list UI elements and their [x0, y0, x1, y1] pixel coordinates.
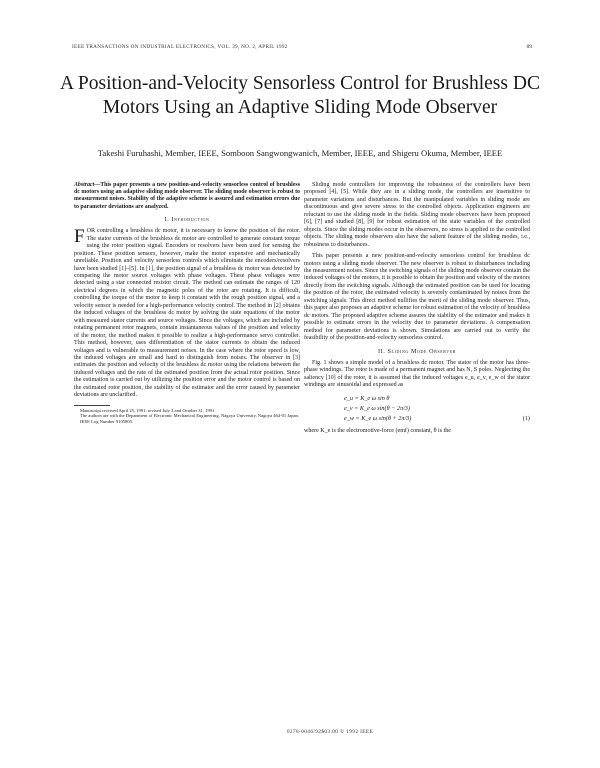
equation-number: (1) — [522, 414, 530, 422]
drop-cap: F — [74, 226, 85, 248]
equation-row — [304, 404, 530, 414]
equation-expression: e_w = K_e ω sin(θ + 2π/3) — [344, 414, 412, 422]
footnote-log-number: IEEE Log Number 9105805. — [80, 418, 134, 424]
author-list: Takeshi Furuhashi, Member, IEEE, Somboon Sangwongwanich, Member, IEEE, and Shigeru Okuma, Member, IEEE — [97, 148, 503, 158]
left-column — [74, 182, 300, 424]
section-heading-sliding-mode-observer: II. Sliding Mode Observer — [377, 348, 457, 355]
equation-row — [304, 414, 530, 424]
abstract-text: This paper presents a new position-and-velocity sensorless control of brushless dc motors using an adaptive sliding mode observer. The sliding mode observer is robust to measurement noises. Stability of the adaptive scheme is assured and estimation errors due to parameter deviations are analyzed. — [74, 182, 300, 210]
observer-paragraph-2: where K_e is the electromotive-force (emf) constant, θ is the — [304, 427, 451, 434]
intro-paragraph-1-text: OR controlling a brushless dc motor, it is necessary to know the position of the rotor. The stator currents of the brushless dc motor are controlled to generate constant torque using the rotor position signal. Encoders or resolvers have been used for sensing the position. These position sensors, however, make the motor expensive and mechanically unreliable. Position and velocity sensorless controls which eliminate the encoders/resolvers have been studied [1]–[5]. In [1], the position signal of a brushless dc motor was detected by comparing the motor source voltages with phase voltages. These phase voltages were detected using a star connected resistor circuit. The method can estimate the ranges of 120 electrical degrees in which the magnetic poles of the rotor are rotating. It is difficult, controlling the torque of the motor to keep it constant with the rough position signal, and a velocity sensor is needed for a high-performance velocity control. The method in [2] obtains the induced voltages of the brushless dc motor by solving the state equations of the motor with measured stator currents and source voltages. Since the voltages, which are included by rotating permanent rotor magnets, contain instantaneous values of the position and velocity of the motor, the method makes it possible to realize a high-performance servo controller. This method, however, uses differentiation of the stator currents to obtain the induced voltages and is vulnerable to measurement noises. In the case where the rotor speed is low, the induced voltages are small and hard to distinguish from noises. The observer in [3] estimates the position and velocity of the brushless dc motor using the relations between the induced voltages and the rate of the estimated position from the actual rotor position. Since the estimation is carried out by utilizing the position error and the motor control is based on the estimated rotor position, the stability of the estimator and the error caused by parameter deviations are unclarified. — [74, 228, 300, 399]
right-column — [304, 182, 530, 435]
intro-paragraph-2: Sliding mode controllers for improving the robustness of the controllers have been proposed [4], [5]. While they are in a sliding mode, the controllers are insensitive to parameter variations and disturbances. But the manipulated variables in sliding mode are discontinuous and give severe stress to the controlled objects. Application engineers are reluctant to use the sliding mode in the fields. Sliding mode observers have been proposed [6], [7] and studied [8], [9] for robust estimation of the state variables of the controlled objects. Since the sliding modes occur in the observers, no stress is applied to the controlled objects. The sliding mode observers also have the salient feature of the sliding modes, i.e., robustness to disturbances. — [304, 182, 530, 248]
footnote-received: Manuscript received April 25, 1991; revised July 3 and October 31, 1991. — [80, 407, 216, 413]
paper-title: A Position-and-Velocity Sensorless Control for Brushless DC Motors Using an Adaptive Sliding Mode Observer — [60, 73, 540, 118]
equation-block — [304, 394, 530, 424]
equation-expression: e_u = K_e ω sin θ — [344, 394, 390, 402]
footnote-rule — [74, 405, 110, 406]
running-header: IEEE TRANSACTIONS ON INDUSTRIAL ELECTRONICS, VOL. 39, NO. 2, APRIL 1992 — [72, 44, 288, 50]
intro-paragraph-1 — [74, 228, 300, 399]
equation-row — [304, 394, 530, 404]
equation-expression: e_v = K_e ω sin(θ − 2π/3) — [344, 404, 410, 412]
copyright-line: 0278-0046/92$03.00 © 1992 IEEE — [286, 729, 374, 735]
abstract — [74, 182, 300, 211]
footnote-affiliation: The authors are with the Department of Electronic Mechanical Engineering, Nagoya University, Nagoya 464-01 Japan. — [80, 413, 299, 419]
section-heading-introduction: I. Introduction — [164, 216, 210, 223]
abstract-label: Abstract— — [74, 182, 101, 188]
page-number: 89 — [526, 44, 532, 50]
observer-paragraph-1: Fig. 1 shows a simple model of a brushless dc motor. The stator of the motor has three-phase windings. The rotor is made of a permanent magnet and has N, S poles. Neglecting the saliency [10] of the rotor, it is assumed that the induced voltages e_u, e_v, e_w of the stator windings are sinusoidal and expressed as — [304, 359, 530, 389]
intro-paragraph-3: This paper presents a new position-and-velocity sensorless control for brushless dc motors using a sliding mode observer. The new observer is robust to disturbances including the measurement noises. Since the switching signals of the sliding mode observer contain the induced voltages of the motors, it is possible to obtain the position and velocity of the motors directly from the switching signals. Although the estimated position can be used for locating the position of the rotor, the estimated velocity is severely contaminated by noises from the switching signals. This direct method nullifies the merit of the sliding mode observer. Thus, this paper also proposes an adaptive scheme for robust estimation of the velocity of brushless dc motors. The proposed adaptive scheme assures the stability of the estimator and makes it possible to estimate errors in the velocity due to parameter deviations. A compensation method for parameter deviations is shown. Simulations are carried out to verify the feasibility of the position-and-velocity sensorless control. — [304, 253, 530, 342]
